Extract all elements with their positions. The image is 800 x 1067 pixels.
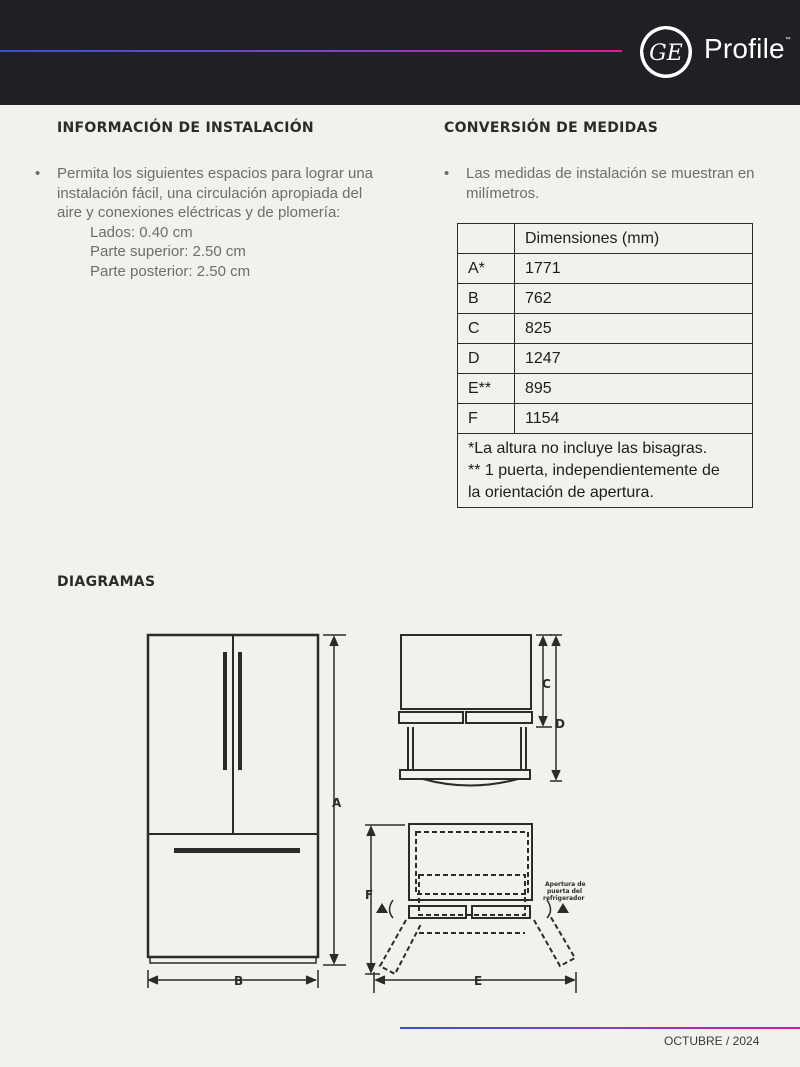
footer-accent-line [400,1027,800,1029]
side-view-drawing [399,635,532,786]
conversion-bullet-text: Las medidas de instalación se muestran en milímetros. [466,165,755,202]
bullet-dot: • [444,165,450,182]
dimension-d-line [550,635,562,781]
dimension-key: C [458,314,515,344]
front-view-drawing [148,635,318,963]
dimensions-table [457,223,753,508]
brand-tm: ™ [784,37,791,43]
dimension-value: 825 [515,314,753,344]
install-section-title: INFORMACIÓN DE INSTALACIÓN [57,120,314,136]
conversion-section-title: CONVERSIÓN DE MEDIDAS [444,120,659,136]
dimension-value: 1771 [515,254,753,284]
table-header-cell: Dimensiones (mm) [515,224,753,254]
table-note-row [458,434,753,508]
table-header-row [458,224,753,254]
table-row [458,344,753,374]
footer-date: OCTUBRE / 2024 [664,1034,760,1048]
brand-name-text: Profile [704,33,785,64]
door-note-line: refrigerador [543,895,585,902]
note-line: la orientación de apertura. [468,484,654,501]
header-accent-line [0,50,622,52]
label-b: B [234,974,244,988]
label-c: C [542,677,551,691]
label-f: F [365,888,374,902]
space-sides: Lados: 0.40 cm [90,223,193,241]
ge-logo-icon [638,24,694,80]
door-note-line: Apertura de [545,881,586,888]
note-line: ** 1 puerta, independientemente de [468,462,720,479]
label-a: A [332,796,342,810]
table-row [458,254,753,284]
table-row [458,404,753,434]
diagrams-section-title: DIAGRAMAS [57,574,156,590]
table-row [458,314,753,344]
dimension-key: E** [458,374,515,404]
label-d: D [555,717,565,731]
dimension-value: 762 [515,284,753,314]
space-top: Parte superior: 2.50 cm [90,243,246,260]
dimension-key: B [458,284,515,314]
install-bullet [35,164,387,281]
dimension-b-line [148,970,318,988]
label-e: E [474,974,483,988]
refrigerator-diagrams [140,620,600,1000]
dimension-value: 1154 [515,404,753,434]
conversion-bullet [444,164,766,203]
dimension-key: D [458,344,515,374]
dimension-key: F [458,404,515,434]
dimension-value: 1247 [515,344,753,374]
table-row [458,374,753,404]
table-header-cell [458,224,515,254]
brand-name [704,33,791,65]
install-bullet-text: Permita los siguientes espacios para lograr una instalación fácil, una circulación apropiada del aire y conexiones eléctricas y de plomería: [57,165,374,221]
dimension-value: 895 [515,374,753,404]
bullet-dot: • [35,165,41,182]
table-note [458,434,753,508]
page-header [0,0,800,105]
note-line: *La altura no incluye las bisagras. [468,440,708,457]
logo-lettering: GE [649,41,683,66]
table-row [458,284,753,314]
space-back: Parte posterior: 2.50 cm [90,262,251,280]
dimension-key: A* [458,254,515,284]
door-note-line: puerta del [547,888,583,895]
